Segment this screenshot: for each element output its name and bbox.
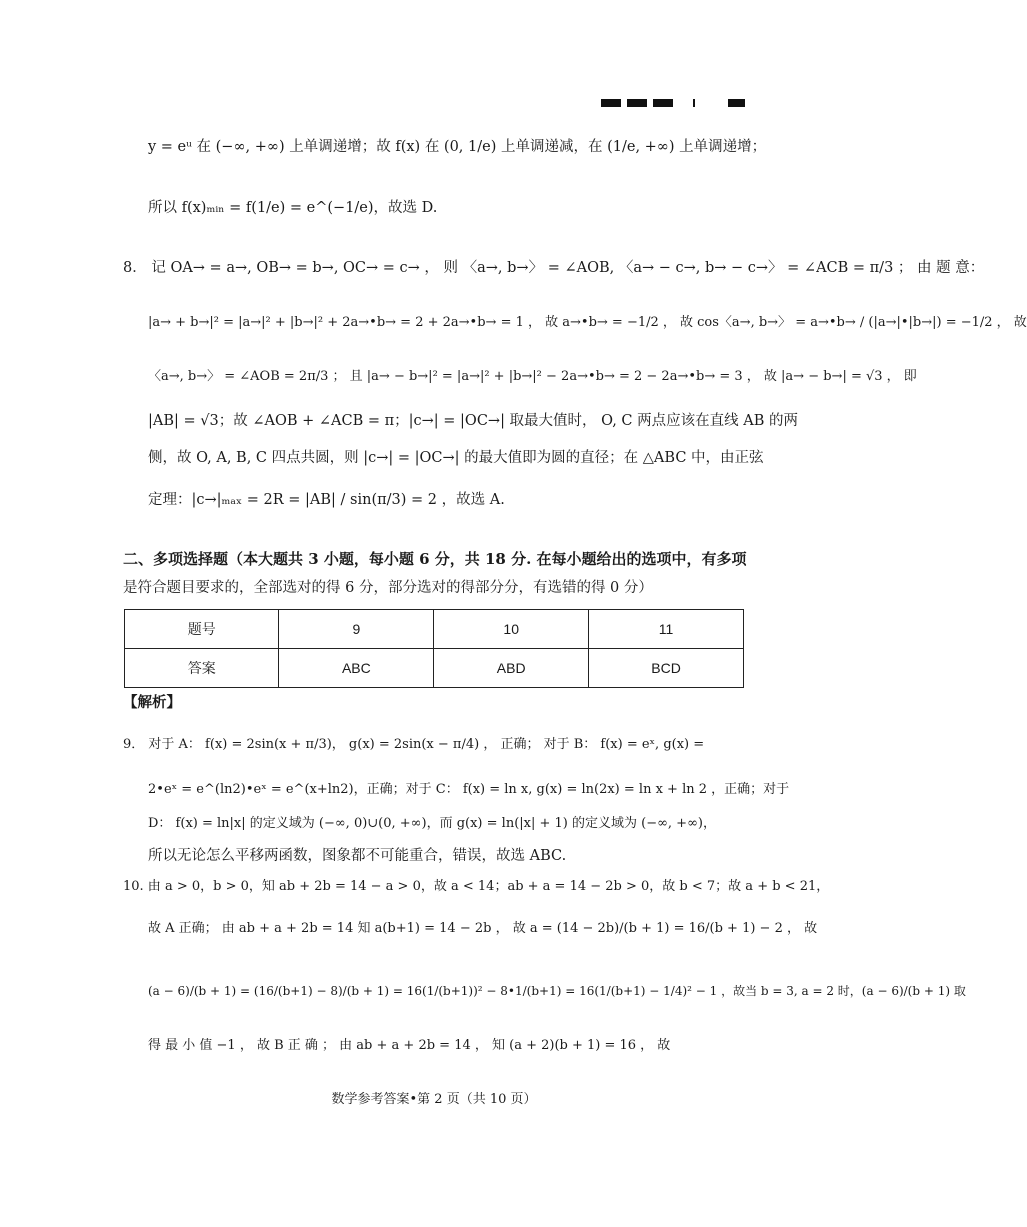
mark-3 [653,99,673,107]
q9-line-3: D： f(x) = ln|x| 的定义域为 (−∞, 0)∪(0, +∞)，而 g(x) = ln(|x| + 1) 的定义域为 (−∞, +∞)， [148,816,716,831]
q10-line-2: 故 A 正确； 由 ab + a + 2b = 14 知 a(b+1) = 14 − 2b ， 故 a = (14 − 2b)/(b + 1) = 16/(b + 1) − 2 ， 故 [148,921,818,936]
q8-line-4: |AB| = √3；故 ∠AOB + ∠ACB = π；|c→| = |OC→| 取最大值时， O, C 两点应该在直线 AB 的两 [148,413,798,429]
table-cell: BCD [589,649,744,688]
header-marks [601,99,745,109]
mark-5 [728,99,745,107]
q9-line-4: 所以无论怎么平移两函数，图象都不可能重合，错误，故选 ABC. [148,848,567,864]
q8-line-5: 侧，故 O, A, B, C 四点共圆，则 |c→| = |OC→| 的最大值即为圆的直径；在 △ABC 中，由正弦 [148,450,764,466]
line-minimum: 所以 f(x)ₘᵢₙ = f(1/e) = e^(−1/e)，故选 D. [148,200,438,216]
q8-line-6: 定理：|c→|ₘₐₓ = 2R = |AB| / sin(π/3) = 2 ，故选 A. [148,492,505,508]
q8-line-2: |a→ + b→|² = |a→|² + |b→|² + 2a→•b→ = 2 + 2a→•b→ = 1 ， 故 a→•b→ = −1/2 ， 故 cos〈a→, b→〉 = a→•b→ / (|a→|•|b→|) = −1/2 ， 故 [148,315,1027,330]
analysis-heading: 【解析】 [123,694,181,711]
answer-table [124,609,744,688]
table-cell: 10 [434,610,589,649]
mark-2 [627,99,647,107]
line-monotonic: y = eᵘ 在 (−∞, +∞) 上单调递增；故 f(x) 在 (0, 1/e) 上单调递减，在 (1/e, +∞) 上单调递增； [148,139,767,155]
q10-line-1: 10. 由 a > 0，b > 0，知 ab + 2b = 14 − a > 0，故 a < 14；ab + a = 14 − 2b > 0，故 b < 7；故 a + b < 21， [123,879,830,894]
q8-line-3: 〈a→, b→〉 = ∠AOB = 2π/3 ； 且 |a→ − b→|² = |a→|² + |b→|² − 2a→•b→ = 2 − 2a→•b→ = 3 ， 故 |a→ − b→| = √3 ， 即 [148,369,917,384]
q9-line-1: 9． 对于 A： f(x) = 2sin(x + π/3)， g(x) = 2sin(x − π/4) ， 正确； 对于 B： f(x) = eˣ, g(x) = [123,737,705,752]
q8-line-1: 8． 记 OA→ = a→, OB→ = b→, OC→ = c→ ， 则 〈a→, b→〉 = ∠AOB, 〈a→ − c→, b→ − c→〉 = ∠ACB = π/3 ； 由 题 意： [123,260,985,276]
table-cell: ABC [279,649,434,688]
section-2-title: 二、多项选择题（本大题共 3 小题，每小题 6 分，共 18 分. 在每小题给出的选项中，有多项 [123,550,747,568]
table-cell: ABD [434,649,589,688]
section-2-note: 是符合题目要求的，全部选对的得 6 分，部分选对的得部分分，有选错的得 0 分） [123,580,653,596]
table-row [125,649,744,688]
table-cell: 答案 [125,649,279,688]
table-cell: 11 [589,610,744,649]
q10-line-4: 得 最 小 值 −1 ， 故 B 正 确 ； 由 ab + a + 2b = 14 ， 知 (a + 2)(b + 1) = 16 ， 故 [148,1038,671,1053]
table-cell: 题号 [125,610,279,649]
page-footer: 数学参考答案•第 2 页（共 10 页） [331,1092,537,1107]
q10-line-3: (a − 6)/(b + 1) = (16/(b+1) − 8)/(b + 1) = 16(1/(b+1))² − 8•1/(b+1) = 16(1/(b+1) − 1/4)² − 1 ，故当 b = 3, a = 2 时，(a − 6)/(b + 1) 取 [148,984,966,998]
mark-1 [601,99,621,107]
table-header-row [125,610,744,649]
q9-line-2: 2•eˣ = e^(ln2)•eˣ = e^(x+ln2)，正确；对于 C： f(x) = ln x, g(x) = ln(2x) = ln x + ln 2 ，正确；对于 [148,782,790,797]
mark-4 [693,99,695,107]
table-cell: 9 [279,610,434,649]
